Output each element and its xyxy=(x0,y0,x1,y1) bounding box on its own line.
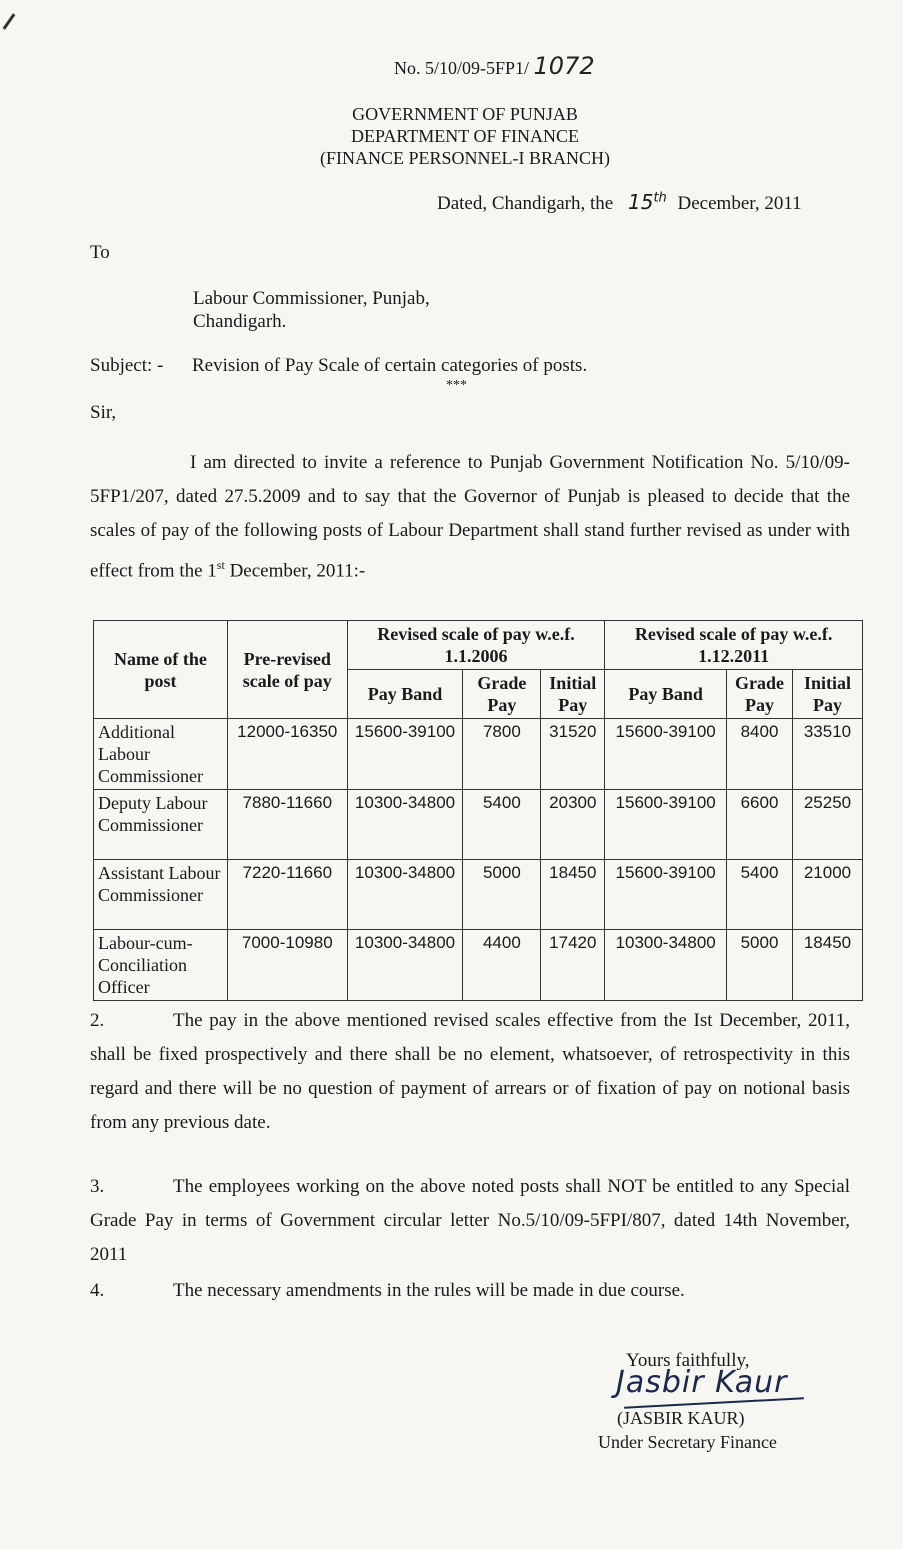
paragraph-3-text: The employees working on the above noted posts shall NOT be entitled to any Special Grade Pay in terms of Government circular letter No.5/10/09-5FPI/807, dated 14th November, 2011 xyxy=(90,1176,850,1265)
cell-initial-pay-2006: 20300 xyxy=(541,790,605,860)
paragraph-1 xyxy=(90,446,850,588)
cell-grade-pay-2006: 5400 xyxy=(463,790,541,860)
address-to: To xyxy=(90,242,110,263)
header-revised-2006: Revised scale of pay w.e.f. 1.1.2006 xyxy=(347,621,605,670)
subject-label: Subject: - xyxy=(90,355,164,376)
letter-number-handwritten: 1072 xyxy=(533,52,595,80)
cell-post: Labour-cum-Conciliation Officer xyxy=(94,930,228,1001)
cell-pre-revised: 7220-11660 xyxy=(227,860,347,930)
salutation: Sir, xyxy=(90,402,117,423)
signature-handwritten: Jasbir Kaur xyxy=(616,1365,788,1400)
cell-initial-pay-2011: 18450 xyxy=(792,930,862,1001)
cell-initial-pay-2011: 21000 xyxy=(792,860,862,930)
cell-initial-pay-2006: 31520 xyxy=(541,719,605,790)
paragraph-2 xyxy=(90,1004,850,1140)
cell-pre-revised: 12000-16350 xyxy=(227,719,347,790)
cell-initial-pay-2011: 33510 xyxy=(792,719,862,790)
cell-grade-pay-2006: 4400 xyxy=(463,930,541,1001)
dated-prefix: Dated, Chandigarh, the xyxy=(437,193,614,214)
table-row xyxy=(94,930,863,1001)
cell-post: Assistant Labour Commissioner xyxy=(94,860,228,930)
dated-day-suffix: th xyxy=(653,190,667,206)
paragraph-2-text: The pay in the above mentioned revised scales effective from the Ist December, 2011, shall be fixed prospectively and there shall be no element, whatsoever, of retrospectivity in this regard and there will be no question of payment of arrears or of fixation of pay on notional basis from any previous date. xyxy=(90,1010,850,1133)
cell-grade-pay-2011: 5400 xyxy=(727,860,793,930)
header-pre-revised: Pre-revised scale of pay xyxy=(227,621,347,719)
table-header-row xyxy=(94,621,863,670)
dated-day xyxy=(628,190,667,214)
header-name-of-post: Name of the post xyxy=(94,621,228,719)
cell-pay-band-2011: 15600-39100 xyxy=(605,860,727,930)
dated-day-number: 15 xyxy=(627,190,654,214)
recipient-line2: Chandigarh. xyxy=(193,311,287,332)
header-pay-band-2006: Pay Band xyxy=(347,670,463,719)
cell-pay-band-2011: 15600-39100 xyxy=(605,790,727,860)
paragraph-4-text: The necessary amendments in the rules will be made in due course. xyxy=(173,1280,685,1301)
cell-grade-pay-2006: 5000 xyxy=(463,860,541,930)
header-initial-pay-2011: Initial Pay xyxy=(792,670,862,719)
cell-initial-pay-2011: 25250 xyxy=(792,790,862,860)
cell-pay-band-2011: 15600-39100 xyxy=(605,719,727,790)
header-government: GOVERNMENT OF PUNJAB xyxy=(352,104,578,124)
paragraph-3-number: 3. xyxy=(90,1176,105,1197)
cell-initial-pay-2006: 18450 xyxy=(541,860,605,930)
paragraph-1-tail: December, 2011:- xyxy=(224,560,366,582)
closing: Yours faithfully, xyxy=(626,1350,750,1371)
dated-line xyxy=(437,190,802,215)
cell-pre-revised: 7000-10980 xyxy=(227,930,347,1001)
header-pay-band-2011: Pay Band xyxy=(605,670,727,719)
subject-text: Revision of Pay Scale of certain categories of posts. xyxy=(192,355,588,376)
cell-grade-pay-2011: 5000 xyxy=(727,930,793,1001)
cell-pay-band-2006: 10300-34800 xyxy=(347,860,463,930)
header-revised-2011: Revised scale of pay w.e.f. 1.12.2011 xyxy=(605,621,863,670)
table-row xyxy=(94,719,863,790)
margin-mark xyxy=(3,13,16,29)
cell-pay-band-2006: 10300-34800 xyxy=(347,790,463,860)
signatory-name: (JASBIR KAUR) xyxy=(617,1408,745,1428)
letter-number xyxy=(394,52,595,80)
cell-grade-pay-2011: 6600 xyxy=(727,790,793,860)
subject-separator: *** xyxy=(446,378,467,393)
cell-post: Additional Labour Commissioner xyxy=(94,719,228,790)
header-branch: (FINANCE PERSONNEL-I BRANCH) xyxy=(319,148,610,168)
signatory-designation: Under Secretary Finance xyxy=(598,1432,777,1452)
header-initial-pay-2006: Initial Pay xyxy=(541,670,605,719)
paragraph-3 xyxy=(90,1170,850,1272)
cell-pay-band-2006: 15600-39100 xyxy=(347,719,463,790)
paragraph-4 xyxy=(90,1274,850,1308)
paragraph-4-number: 4. xyxy=(90,1280,105,1301)
paragraph-1-sup: st xyxy=(216,558,225,572)
recipient-line1: Labour Commissioner, Punjab, xyxy=(193,288,430,309)
cell-initial-pay-2006: 17420 xyxy=(541,930,605,1001)
letter-number-prefix: No. 5/10/09-5FP1/ xyxy=(394,58,530,78)
cell-pay-band-2006: 10300-34800 xyxy=(347,930,463,1001)
pay-scale-table xyxy=(93,620,863,1001)
cell-pay-band-2011: 10300-34800 xyxy=(605,930,727,1001)
table-row xyxy=(94,790,863,860)
dated-month-year: December, 2011 xyxy=(677,193,802,214)
cell-grade-pay-2011: 8400 xyxy=(727,719,793,790)
header-department: DEPARTMENT OF FINANCE xyxy=(351,126,579,146)
paragraph-2-number: 2. xyxy=(90,1010,105,1031)
header-grade-pay-2006: Grade Pay xyxy=(463,670,541,719)
table-row xyxy=(94,860,863,930)
cell-post: Deputy Labour Commissioner xyxy=(94,790,228,860)
header-grade-pay-2011: Grade Pay xyxy=(727,670,793,719)
paragraph-1-text: I am directed to invite a reference to Punjab Government Notification No. 5/10/09-5FP1/207, dated 27.5.2009 and to say that the Governor of Punjab is pleased to decide that the scales of pay of the following posts of Labour Department shall stand further revised as under with effect from the 1 xyxy=(90,452,850,582)
cell-pre-revised: 7880-11660 xyxy=(227,790,347,860)
cell-grade-pay-2006: 7800 xyxy=(463,719,541,790)
